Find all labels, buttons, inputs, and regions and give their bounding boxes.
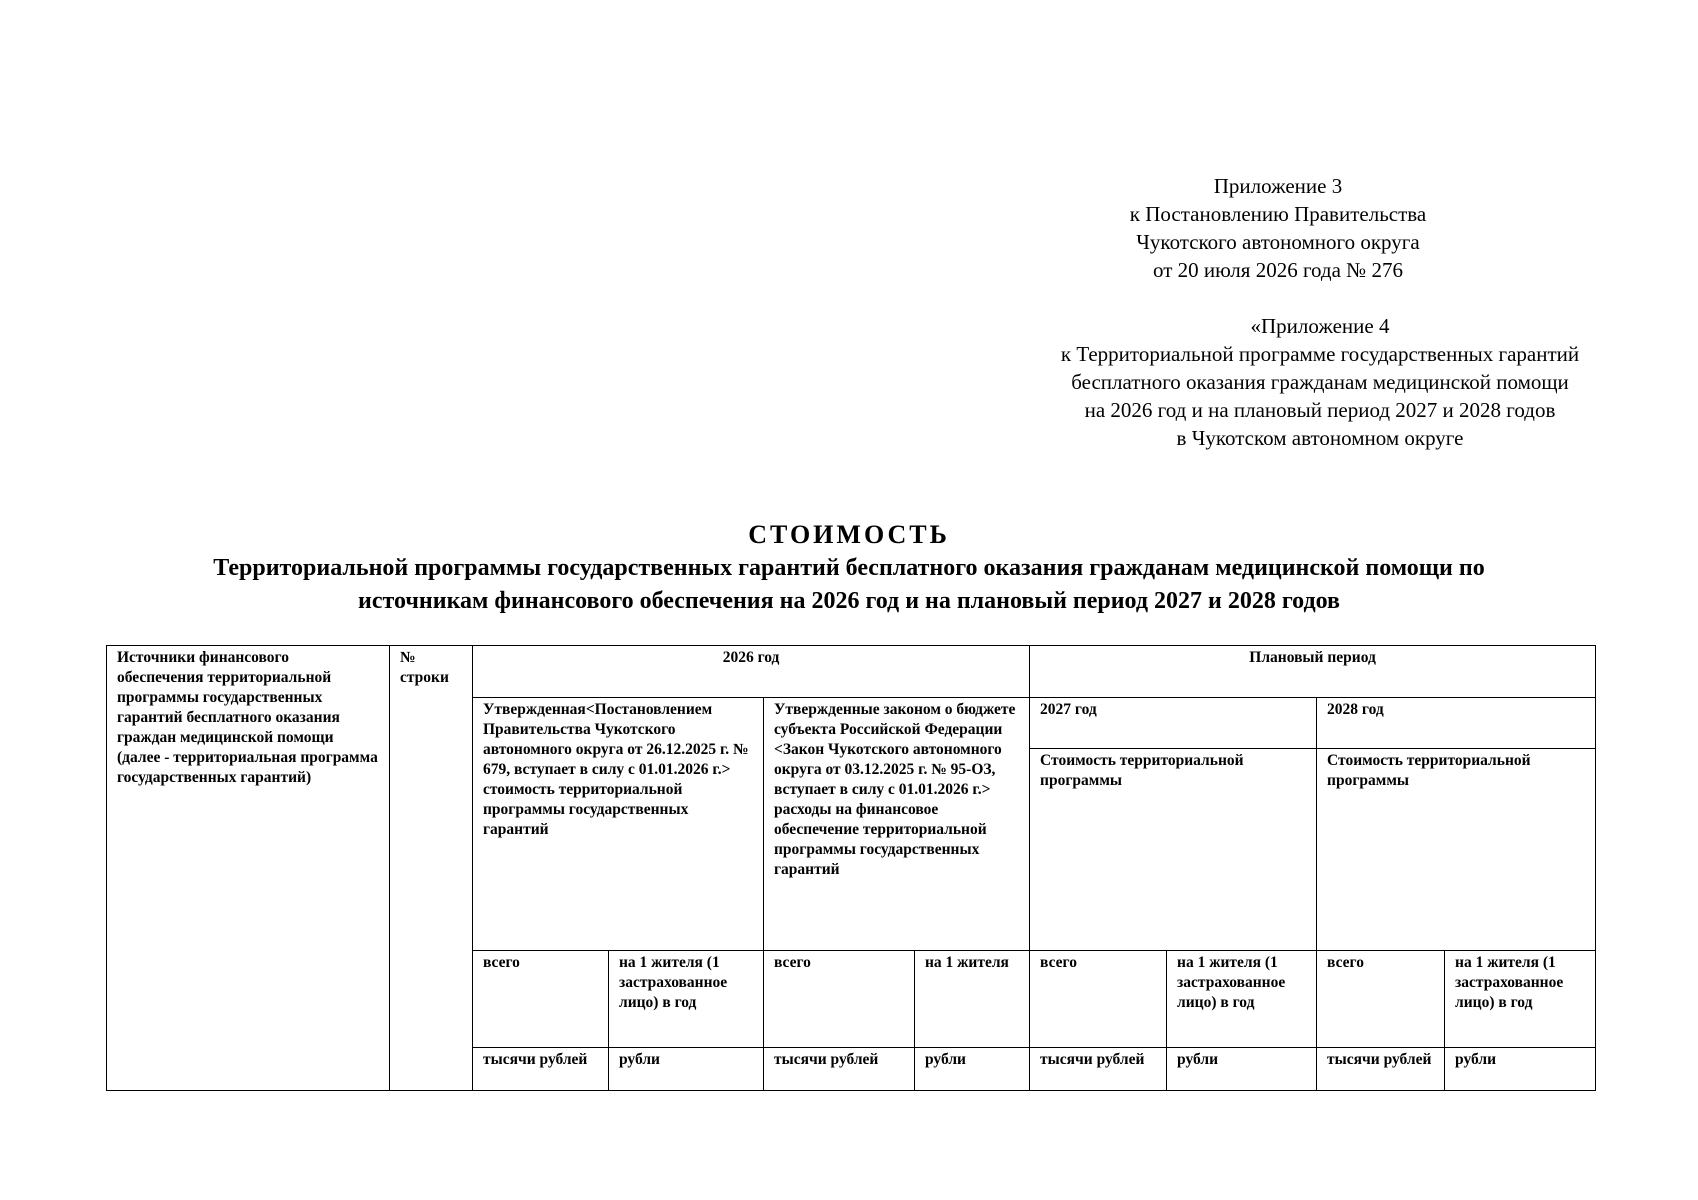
header-row-number: № строки [390, 646, 473, 1091]
appendix-4-line: в Чукотском автономном округе [1176, 426, 1464, 450]
unit-rubles: рубли [1167, 1048, 1317, 1091]
subheader-per-capita: на 1 жителя (1 застрахованное лицо) в год [1445, 951, 1596, 1048]
cost-table [106, 645, 1596, 1091]
subheader-total: всего [1030, 951, 1167, 1048]
appendix-4-line: на 2026 год и на плановый период 2027 и 2028 годов [1084, 398, 1556, 422]
appendix-3-line: к Постановлению Правительства [1129, 202, 1427, 226]
subheader-per-capita: на 1 жителя [915, 951, 1030, 1048]
appendix-3-line: от 20 июля 2026 года № 276 [1153, 258, 1403, 282]
appendix-3-line: Чукотского автономного округа [1136, 230, 1420, 254]
header-year-2026: 2026 год [473, 646, 1030, 698]
unit-thousand-rubles: тысячи рублей [1317, 1048, 1445, 1091]
appendix-3-line: Приложение 3 [1213, 174, 1343, 198]
header-year-2027: 2027 год [1030, 698, 1317, 749]
header-year-2028: 2028 год [1317, 698, 1596, 749]
header-cost-2028: Стоимость территориальной программы [1317, 749, 1596, 951]
title-line: Территориальной программы государственных гарантий бесплатного оказания гражданам медицинской помощи по [213, 555, 1485, 581]
appendix-3-header [998, 172, 1558, 284]
header-source: Источники финансового обеспечения территориальной программы государственных гарантий бесплатного оказания граждан медицинской помощи (далее - территориальная программа государственных гарантий) [107, 646, 390, 1091]
unit-thousand-rubles: тысячи рублей [764, 1048, 915, 1091]
unit-rubles: рубли [609, 1048, 764, 1091]
subheader-total: всего [764, 951, 915, 1048]
subheader-per-capita: на 1 жителя (1 застрахованное лицо) в год [609, 951, 764, 1048]
header-approved-law: Утвержденные законом о бюджете субъекта Российской Федерации <Закон Чукотского автономного округа от 03.12.2025 г. № 95-ОЗ, вступает в силу с 01.01.2026 г.> расходы на финансовое обеспечение территориальной программы государственных гарантий [764, 698, 1030, 951]
subheader-per-capita: на 1 жителя (1 застрахованное лицо) в год [1167, 951, 1317, 1048]
subheader-total: всего [473, 951, 609, 1048]
appendix-4-line: к Территориальной программе государственных гарантий [1060, 342, 1580, 366]
unit-thousand-rubles: тысячи рублей [1030, 1048, 1167, 1091]
header-cost-2027: Стоимость территориальной программы [1030, 749, 1317, 951]
header-approved-resolution: Утвержденная<Постановлением Правительства Чукотского автономного округа от 26.12.2025 г. № 679, вступает в силу с 01.01.2026 г.> стоимость территориальной программы государственных гарантий [473, 698, 764, 951]
appendix-4-line: бесплатного оказания гражданам медицинской помощи [1071, 370, 1569, 394]
header-planned-period: Плановый период [1030, 646, 1596, 698]
unit-thousand-rubles: тысячи рублей [473, 1048, 609, 1091]
document-title [0, 518, 1698, 618]
subheader-total: всего [1317, 951, 1445, 1048]
unit-rubles: рубли [1445, 1048, 1596, 1091]
appendix-4-header [1000, 312, 1640, 452]
title-main: СТОИМОСТЬ [748, 520, 950, 549]
appendix-4-line: «Приложение 4 [1250, 314, 1390, 338]
title-line: источникам финансового обеспечения на 2026 год и на плановый период 2027 и 2028 годов [358, 588, 1340, 614]
unit-rubles: рубли [915, 1048, 1030, 1091]
